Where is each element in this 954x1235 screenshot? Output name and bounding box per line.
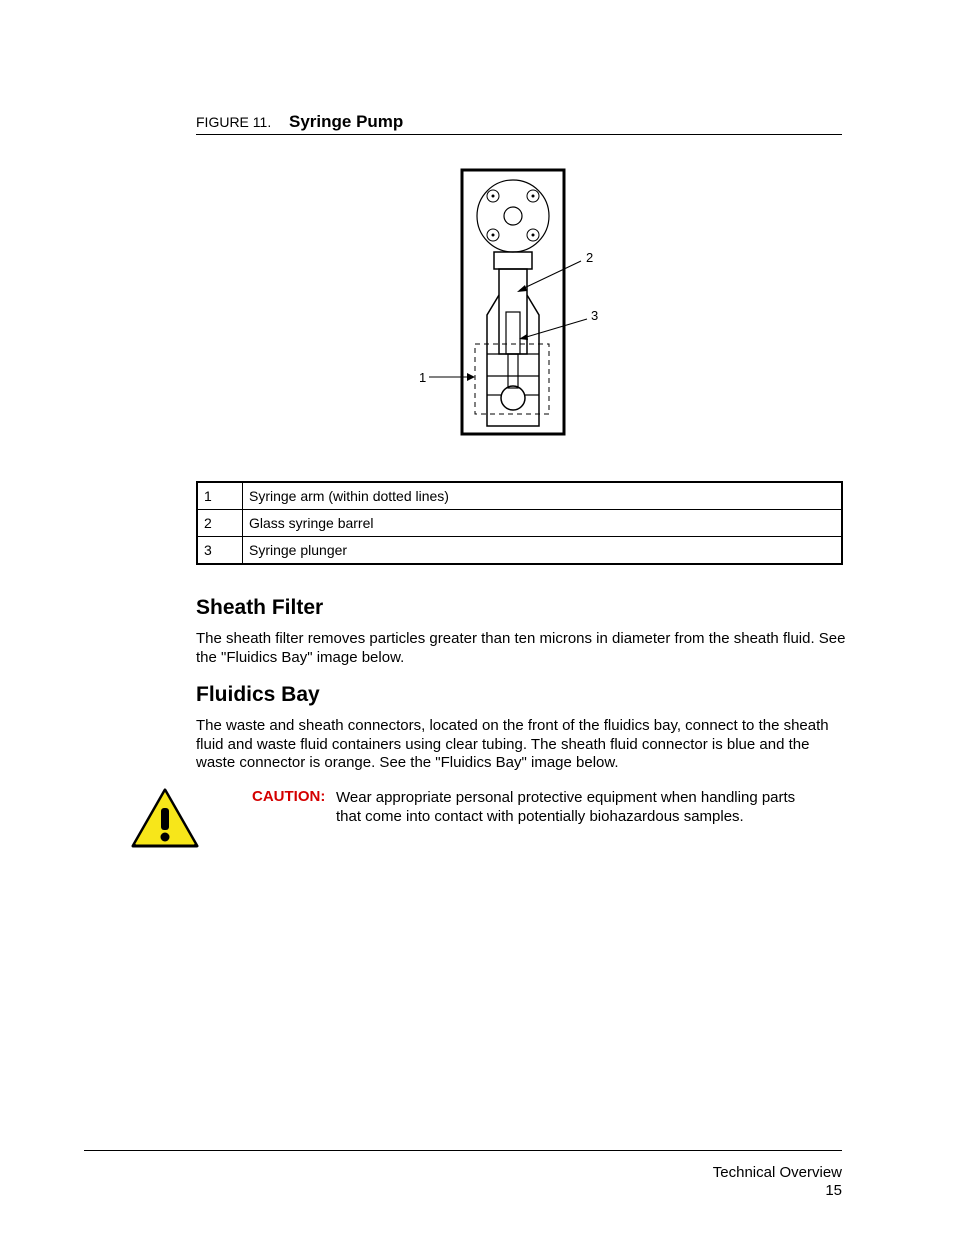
figure-title: Syringe Pump <box>289 112 404 131</box>
page-number: 15 <box>825 1182 842 1199</box>
syringe-pump-diagram <box>405 160 615 445</box>
legend-number: 3 <box>197 537 243 565</box>
figure-caption <box>196 112 842 135</box>
fluidics-bay-heading: Fluidics Bay <box>196 683 320 706</box>
callout-2: 2 <box>586 250 594 265</box>
legend-number: 1 <box>197 482 243 510</box>
fluidics-bay-body: The waste and sheath connectors, located on the front of the fluidics bay, connect to the sheath fluid and waste fluid containers using clear tubing. The sheath fluid connector is blue and the waste connector is orange. See the "Fluidics Bay" image below. <box>196 717 829 771</box>
legend-description: Syringe arm (within dotted lines) <box>243 482 843 510</box>
table-row <box>197 510 842 537</box>
table-row <box>197 537 842 565</box>
legend-description: Syringe plunger <box>243 537 843 565</box>
figure-legend-table <box>196 481 843 565</box>
sheath-filter-body: The sheath filter removes particles greater than ten microns in diameter from the sheath fluid. See the "Fluidics Bay" image below. <box>196 630 846 666</box>
footer-section-title: Technical Overview <box>712 1164 842 1181</box>
table-row <box>197 482 842 510</box>
callout-3: 3 <box>591 308 599 323</box>
warning-triangle-icon <box>131 788 199 848</box>
caution-text: Wear appropriate personal protective equipment when handling parts that come into contact with potentially biohazardous samples. <box>336 789 796 825</box>
caution-label: CAUTION: <box>252 788 326 805</box>
legend-number: 2 <box>197 510 243 537</box>
footer-divider <box>84 1150 842 1151</box>
sheath-filter-heading: Sheath Filter <box>196 596 324 619</box>
legend-description: Glass syringe barrel <box>243 510 843 537</box>
callout-1: 1 <box>419 370 427 385</box>
figure-label: FIGURE 11. <box>196 114 272 130</box>
page-footer <box>713 1164 842 1200</box>
